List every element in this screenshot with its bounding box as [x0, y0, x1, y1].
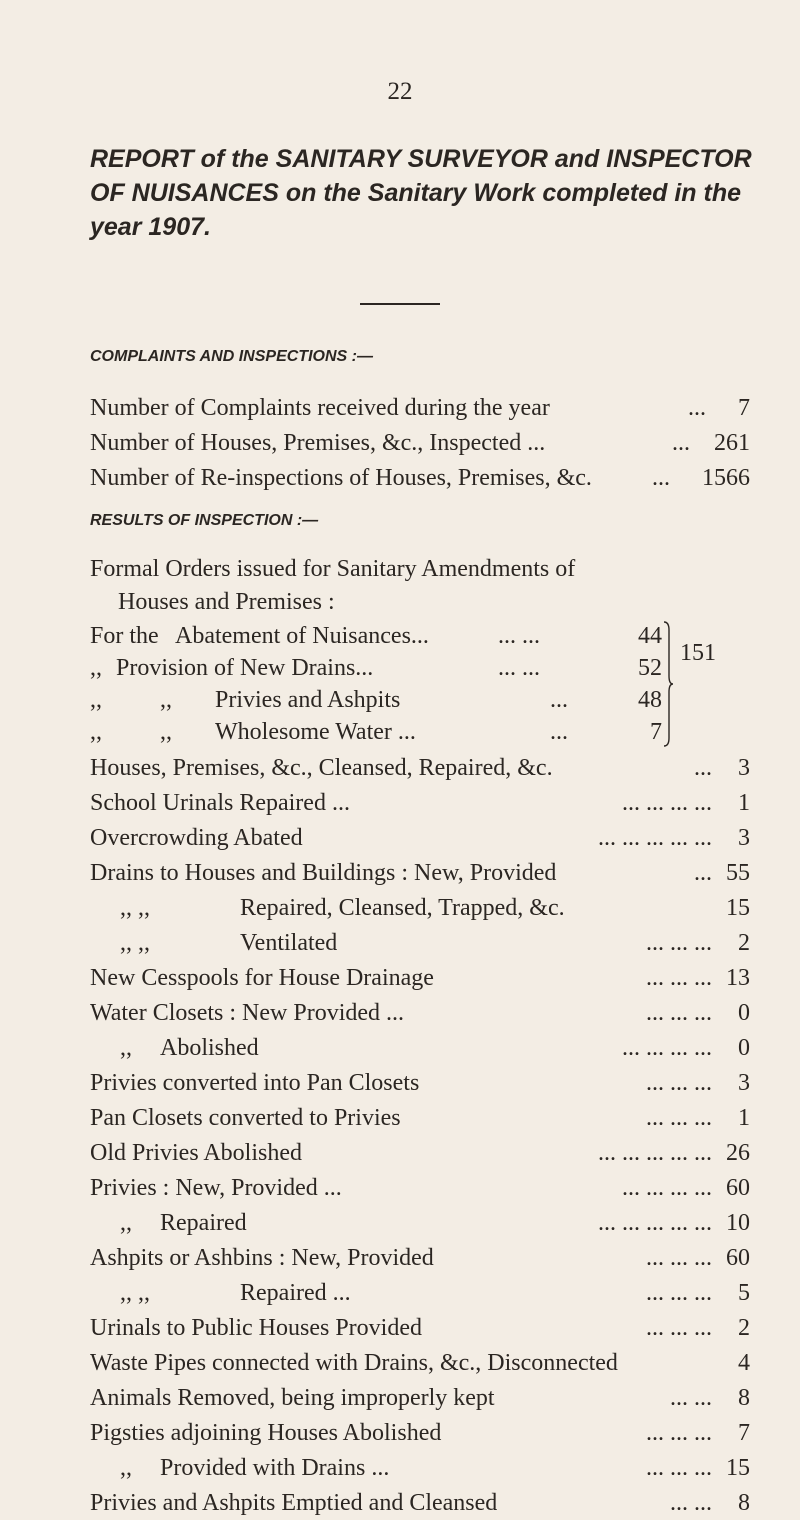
- orders-intro-continued: Houses and Premises :: [118, 589, 335, 615]
- row-value: 0: [738, 1035, 750, 1061]
- result-row: [90, 961, 750, 995]
- row-label: Number of Re-inspections of Houses, Premises, &c.: [90, 465, 592, 491]
- row-leader: ... ... ... ...: [622, 790, 712, 816]
- result-row: [90, 751, 750, 785]
- result-row: [90, 1311, 750, 1345]
- page-number: 22: [387, 78, 413, 105]
- row-label: Houses, Premises, &c., Cleansed, Repaired, &c.: [90, 755, 553, 781]
- row-value: 4: [738, 1350, 750, 1376]
- order-prefix: ,,: [90, 719, 102, 745]
- order-row: [90, 716, 662, 748]
- row-leader: ... ... ...: [646, 1105, 712, 1131]
- row-label: Privies and Ashpits Emptied and Cleansed: [90, 1490, 498, 1516]
- row-value: 5: [738, 1280, 750, 1306]
- row-leader: ... ...: [670, 1385, 712, 1411]
- order-sub: ,,: [160, 719, 172, 745]
- order-label: Abatement of Nuisances...: [175, 623, 429, 649]
- row-value: 3: [738, 825, 750, 851]
- row-label: Abolished: [160, 1035, 259, 1061]
- row-value: 1: [738, 790, 750, 816]
- result-row: [90, 856, 750, 890]
- row-leader: ... ... ...: [646, 965, 712, 991]
- result-row: [90, 1031, 750, 1065]
- row-label: Old Privies Abolished: [90, 1140, 303, 1166]
- order-value: 52: [638, 655, 662, 681]
- row-value: 55: [726, 860, 750, 886]
- row-leader: ... ... ... ... ...: [598, 1140, 712, 1166]
- orders-brace: [663, 620, 673, 748]
- order-sub: ,,: [160, 687, 172, 713]
- row-leader: ... ... ...: [646, 1070, 712, 1096]
- order-leader: ... ...: [498, 623, 540, 649]
- order-leader: ...: [550, 687, 568, 713]
- complaints-row: [90, 391, 750, 425]
- row-value: 15: [726, 895, 750, 921]
- order-value: 48: [638, 687, 662, 713]
- result-row: [90, 1486, 750, 1520]
- row-value: 2: [738, 1315, 750, 1341]
- row-value: 0: [738, 1000, 750, 1026]
- result-row: [90, 926, 750, 960]
- row-value: 13: [726, 965, 750, 991]
- row-leader: ... ... ...: [646, 1000, 712, 1026]
- row-leader: ... ... ...: [646, 930, 712, 956]
- result-row: [90, 891, 750, 925]
- row-label: Repaired ...: [240, 1280, 351, 1306]
- result-row: [90, 1381, 750, 1415]
- result-row: [90, 1066, 750, 1100]
- result-row: [90, 1276, 750, 1310]
- row-value: 15: [726, 1455, 750, 1481]
- row-value: 3: [738, 755, 750, 781]
- row-label: Water Closets : New Provided ...: [90, 1000, 405, 1026]
- row-label: Pigsties adjoining Houses Abolished: [90, 1420, 442, 1446]
- complaints-heading: COMPLAINTS AND INSPECTIONS :—: [90, 348, 373, 365]
- row-label: Repaired, Cleansed, Trapped, &c.: [240, 895, 565, 921]
- row-value: 7: [738, 395, 750, 421]
- row-ditto: ,, ,,: [120, 895, 150, 921]
- row-leader: ... ... ... ... ...: [598, 825, 712, 851]
- row-value: 261: [714, 430, 750, 456]
- row-label: Waste Pipes connected with Drains, &c., Disconnected: [90, 1350, 618, 1376]
- order-label: Provision of New Drains...: [116, 655, 374, 681]
- result-row: [90, 1171, 750, 1205]
- row-leader: ... ... ... ...: [622, 1175, 712, 1201]
- row-label: Ventilated: [240, 930, 338, 956]
- order-label: Wholesome Water ...: [215, 719, 416, 745]
- order-label: Privies and Ashpits: [215, 687, 401, 713]
- title-divider: [360, 303, 440, 305]
- row-label: Overcrowding Abated: [90, 825, 303, 851]
- row-leader: ... ... ... ... ...: [598, 1210, 712, 1236]
- row-value: 60: [726, 1245, 750, 1271]
- row-leader: ...: [652, 465, 670, 491]
- orders-intro: Formal Orders issued for Sanitary Amendments of: [90, 556, 576, 582]
- result-row: [90, 1206, 750, 1240]
- row-label: Urinals to Public Houses Provided: [90, 1315, 422, 1341]
- result-row: [90, 1451, 750, 1485]
- row-label: Number of Complaints received during the year: [90, 395, 550, 421]
- row-leader: ... ... ...: [646, 1420, 712, 1446]
- row-leader: ...: [672, 430, 690, 456]
- row-ditto: ,,: [120, 1210, 132, 1236]
- order-leader: ... ...: [498, 655, 540, 681]
- row-leader: ...: [694, 755, 712, 781]
- row-label: Pan Closets converted to Privies: [90, 1105, 401, 1131]
- row-label: New Cesspools for House Drainage: [90, 965, 434, 991]
- order-value: 7: [650, 719, 662, 745]
- row-value: 60: [726, 1175, 750, 1201]
- row-value: 1: [738, 1105, 750, 1131]
- result-row: [90, 1416, 750, 1450]
- row-leader: ...: [694, 860, 712, 886]
- row-label: Provided with Drains ...: [160, 1455, 390, 1481]
- row-label: Ashpits or Ashbins : New, Provided: [90, 1245, 434, 1271]
- row-label: Drains to Houses and Buildings : New, Provided: [90, 860, 557, 886]
- row-value: 1566: [702, 465, 750, 491]
- complaints-row: [90, 426, 750, 460]
- row-ditto: ,,: [120, 1455, 132, 1481]
- result-row: [90, 1346, 750, 1380]
- order-row: [90, 620, 662, 652]
- row-ditto: ,, ,,: [120, 930, 150, 956]
- row-label: Repaired: [160, 1210, 247, 1236]
- row-leader: ... ... ...: [646, 1455, 712, 1481]
- row-label: School Urinals Repaired ...: [90, 790, 350, 816]
- row-value: 7: [738, 1420, 750, 1446]
- row-value: 8: [738, 1490, 750, 1516]
- report-title: REPORT of the SANITARY SURVEYOR and INSPECTOR OF NUISANCES on the Sanitary Work completed in the year 1907.: [90, 145, 752, 241]
- row-leader: ... ... ...: [646, 1280, 712, 1306]
- order-row: [90, 652, 662, 684]
- order-prefix: For the: [90, 623, 159, 649]
- result-row: [90, 821, 750, 855]
- complaints-row: [90, 461, 750, 495]
- row-value: 8: [738, 1385, 750, 1411]
- result-row: [90, 1101, 750, 1135]
- order-row: [90, 684, 662, 716]
- row-value: 10: [726, 1210, 750, 1236]
- row-leader: ... ... ...: [646, 1245, 712, 1271]
- results-heading: RESULTS OF INSPECTION :—: [90, 512, 319, 529]
- row-ditto: ,, ,,: [120, 1280, 150, 1306]
- row-ditto: ,,: [120, 1035, 132, 1061]
- row-label: Animals Removed, being improperly kept: [90, 1385, 495, 1411]
- row-label: Privies : New, Provided ...: [90, 1175, 342, 1201]
- row-leader: ... ... ...: [646, 1315, 712, 1341]
- result-row: [90, 786, 750, 820]
- row-value: 3: [738, 1070, 750, 1096]
- row-value: 2: [738, 930, 750, 956]
- row-leader: ... ...: [670, 1490, 712, 1516]
- row-label: Privies converted into Pan Closets: [90, 1070, 420, 1096]
- order-leader: ...: [550, 719, 568, 745]
- order-prefix: ,,: [90, 655, 102, 681]
- result-row: [90, 996, 750, 1030]
- result-row: [90, 1241, 750, 1275]
- result-row: [90, 1136, 750, 1170]
- row-leader: ... ... ... ...: [622, 1035, 712, 1061]
- orders-total: 151: [680, 640, 716, 666]
- order-prefix: ,,: [90, 687, 102, 713]
- row-leader: ...: [688, 395, 706, 421]
- order-value: 44: [638, 623, 662, 649]
- row-value: 26: [726, 1140, 750, 1166]
- row-label: Number of Houses, Premises, &c., Inspected ...: [90, 430, 546, 456]
